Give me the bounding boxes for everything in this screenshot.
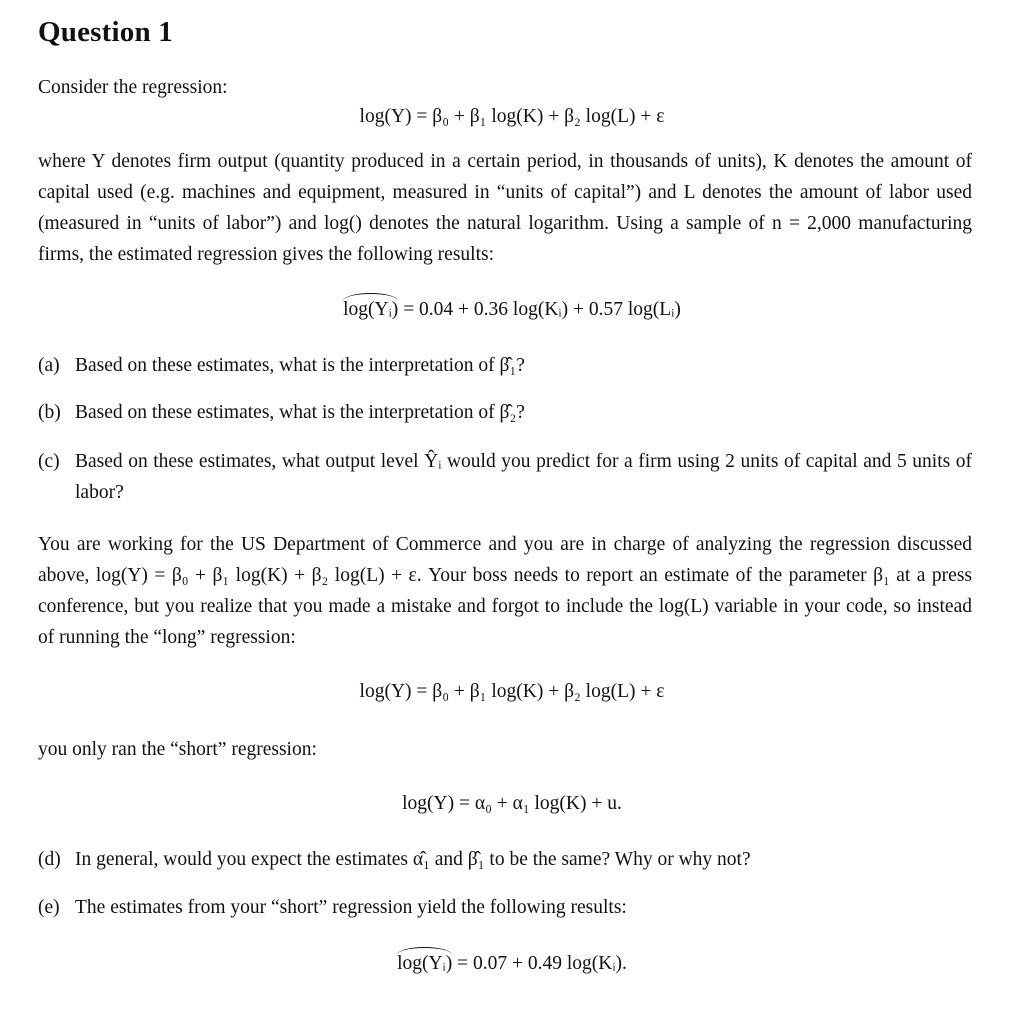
part-c-text: Based on these estimates, what output level Ŷᵢ would you predict for a firm using 2 units of capital and 5 units of labor?: [75, 451, 972, 503]
model-equation: log(Y) = β₀ + β₁ log(K) + β₂ log(L) + ε: [359, 106, 665, 127]
part-b-label: (b): [38, 402, 61, 423]
part-d-label: (d): [38, 849, 61, 870]
part-e-text: The estimates from your “short” regression yield the following results:: [75, 897, 627, 918]
part-a-text: Based on these estimates, what is the interpretation of β̂₁?: [75, 355, 525, 376]
part-a: [38, 350, 972, 381]
question-heading: Question 1: [38, 16, 173, 48]
part-a-label: (a): [38, 355, 60, 376]
estimated-equation: [0, 297, 1024, 323]
part-d-text: In general, would you expect the estimates α̂₁ and β̂₁ to be the same? Why or why not?: [75, 849, 751, 870]
part-e-label: (e): [38, 897, 60, 918]
part-b: [38, 397, 972, 428]
short-estimated-equation: [0, 951, 1024, 977]
part-e: [38, 892, 972, 923]
part-d: [38, 844, 972, 875]
short-regression-equation: log(Y) = α₀ + α₁ log(K) + u.: [402, 793, 622, 814]
intro-text: Consider the regression:: [38, 77, 228, 98]
short-estimated-lhs: log(Yᵢ): [397, 951, 452, 977]
definitions-paragraph: where Y denotes firm output (quantity produced in a certain period, in thousands of units), K denotes the amount of capital used (e.g. machines and equipment, measured in “units of capital”) and L denotes the amount of labor used (measured in “units of labor”) and log() denotes the natural logarithm. Using a sample of n = 2,000 manufacturing firms, the estimated regression gives the following results:: [38, 151, 972, 265]
short-regression-intro: you only ran the “short” regression:: [38, 739, 317, 760]
estimated-rhs: = 0.04 + 0.36 log(Kᵢ) + 0.57 log(Lᵢ): [398, 299, 681, 320]
part-c: [38, 446, 972, 508]
scenario-paragraph: You are working for the US Department of Commerce and you are in charge of analyzing the regression discussed above, log(Y) = β₀ + β₁ log(K) + β₂ log(L) + ε. Your boss needs to report an estimate of the parameter β₁ at a press conference, but you realize that you made a mistake and forgot to include the log(L) variable in your code, so instead of running the “long” regression:: [38, 534, 972, 648]
estimated-lhs: log(Yᵢ): [343, 297, 398, 323]
long-regression-equation: log(Y) = β₀ + β₁ log(K) + β₂ log(L) + ε: [359, 681, 665, 702]
short-estimated-rhs: = 0.07 + 0.49 log(Kᵢ).: [452, 953, 627, 974]
part-c-label: (c): [38, 451, 60, 472]
part-b-text: Based on these estimates, what is the interpretation of β̂₂?: [75, 402, 525, 423]
